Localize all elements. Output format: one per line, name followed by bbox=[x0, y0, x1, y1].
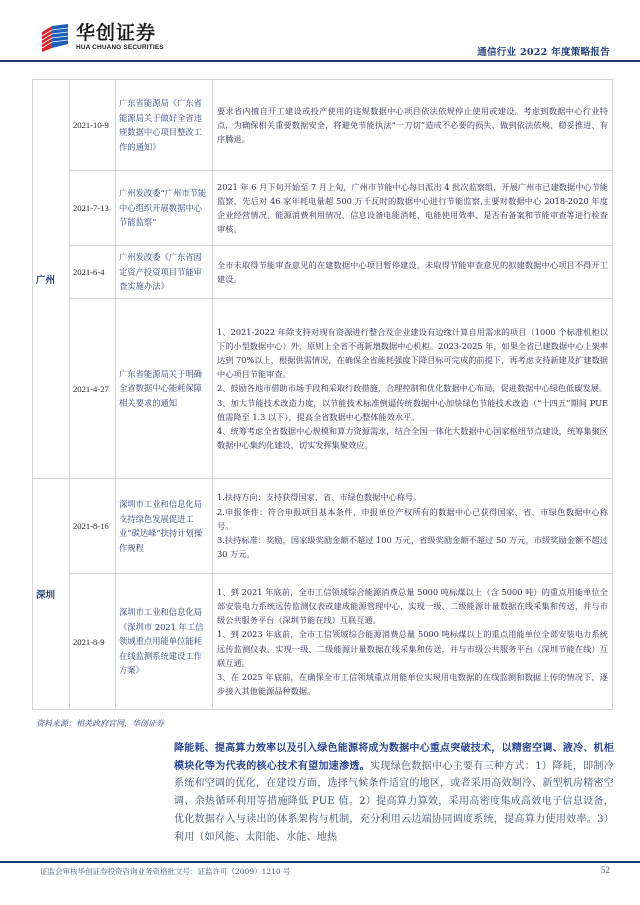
page-number: 52 bbox=[601, 865, 610, 875]
date-cell: 2021-4-27 bbox=[70, 299, 116, 479]
content-cell bbox=[213, 574, 613, 710]
report-title: 通信行业 2022 年度策略报告 bbox=[477, 47, 610, 58]
region-cell: 深圳 bbox=[33, 479, 70, 710]
source-cell: 深圳市工业和信息化局《深圳市 2021 年工信领域重点用能单位能耗在线监测系统建设工作方案》 bbox=[116, 574, 213, 710]
table-row bbox=[33, 246, 613, 299]
content-item: 3、在 2025 年底前，在确保全市工信领域重点用能单位实现用电数据的在线监测和数据上传的情况下，逐步接入其他能源品种数据。 bbox=[217, 671, 608, 697]
content-cell bbox=[213, 299, 613, 479]
date-cell: 2021-8-9 bbox=[70, 574, 116, 710]
source-cell: 广州发改委“广州市节能中心组织开展数据中心节能监察” bbox=[116, 171, 213, 246]
content-cell bbox=[213, 171, 613, 246]
table-row bbox=[33, 171, 613, 246]
date-cell: 2021-6-4 bbox=[70, 246, 116, 299]
content-item: 1、到 2023 年底前，全市工信领域综合能源消费总量 5000 吨标煤以上的重点用能单位全部安装电力系统远传监测仪表，实现一级、二级能源计量数据在线采集和传送，并与市级公共服务平台（深圳节能在线）互联互通。 bbox=[217, 629, 608, 668]
source-cell: 广州发改委《广东省固定资产投资项目节能审查实施办法》 bbox=[116, 246, 213, 299]
license-text: 证监会审核华创证券投资咨询业务资格批文号：证监许可（2009）1210 号 bbox=[40, 867, 291, 876]
table-row bbox=[33, 479, 613, 574]
content-item: 3.扶持标准：奖励，国家级奖励金额不超过 100 万元，省级奖励金额不超过 50 万元，市级奖励金额不超过 30 万元。 bbox=[217, 535, 608, 560]
date-cell: 2021-8-16 bbox=[70, 479, 116, 574]
content-item: 1、到 2021 年底前，全市工信领域综合能源消费总量 5000 吨标煤以上（含 5000 吨）的重点用能单位全部安装电力系统远传监测仪表或建成能源管理中心，实现一级、二级能源计量数据在线采集和传送，并与市级公共服务平台（深圳节能在线）互联互通。 bbox=[217, 586, 608, 626]
date-cell: 2021-10-9 bbox=[70, 80, 116, 171]
paragraph-text: 实现绿色数据中心主要有三种方式：1）降耗，即制冷系统和空调的优化，在建设方面，选择气候条件适宜的地区，或者采用高效制冷、新型机房精密空调、余热循环利用等措施降低 PUE 值。2）提高算力算效，采用高密度集成高效电子信息设备，优化数据存入与读出的体系架构与机制，充分利用云边端协同调度系统，提高算力使用效率。3）利用（如风能、太阳能、水能、地热 bbox=[174, 760, 614, 843]
content-cell bbox=[213, 80, 613, 171]
source-note: 资料来源：相关政府官网，华创证券 bbox=[36, 719, 164, 728]
content-cell bbox=[213, 246, 613, 299]
content-item: 要求省内擅自开工建设或投产使用的违规数据中心项目依法依规停止使用或建设。考虑到数据中心行业特点，为确保相关重要数据安全，将避免节能执法“一刀切”造成不必要的损失，做到依法依规、稳妥推进、有序腾退。 bbox=[217, 105, 608, 145]
table-row bbox=[33, 574, 613, 710]
region-cell: 广州 bbox=[33, 80, 70, 479]
content-item: 1、2021-2022 年除支持对现有资源进行整合及企业建设有边缘计算自用需求的项目（1000 个标准机柜以下的小型数据中心）外，原则上全省不再新增数据中心机柜。2023-2025 年，如果全省已建数据中心上架率达到 70%以上，根据供需情况，在确保全省能耗强度下降目标可完成的前提下，再考虑支持新建及扩建数据中心项目节能审查。 bbox=[217, 326, 608, 380]
body-paragraph bbox=[174, 740, 614, 846]
header-divider bbox=[0, 60, 640, 62]
logo-cube-icon bbox=[40, 22, 70, 52]
policy-table bbox=[32, 79, 613, 710]
date-cell: 2021-7-13 bbox=[70, 171, 116, 246]
table-row bbox=[33, 80, 613, 171]
content-cell bbox=[213, 479, 613, 574]
content-item: 1.扶持方向：支持获得国家、省、市绿色数据中心称号。 bbox=[217, 492, 422, 503]
content-item: 全市未取得节能审查意见的在建数据中心项目暂停建设，未取得节能审查意见的拟建数据中心项目不得开工建设。 bbox=[217, 259, 608, 284]
paragraph-lead: 降能耗、提高算力效率以及引入绿色能源将成为数据中心重点突破技术，以精密空调、液冷、机柜模块化等为代表的核心技术有望加速渗透。 bbox=[174, 743, 614, 772]
content-item: 2.申报条件：符合申报项目基本条件，申报单位产权所有的数据中心已获得国家、省、市绿色数据中心称号。 bbox=[217, 506, 608, 531]
source-cell: 深圳市工业和信息化局支持绿色发展促进工业“碳达峰”扶持计划操作规程 bbox=[116, 479, 213, 574]
content-item: 2、鼓励各地市借助市场手段和采取行政措施，合理控制和优化数据中心布局，促进数据中心绿色低碳发展。 bbox=[217, 383, 608, 394]
footer-divider bbox=[0, 861, 640, 863]
content-item: 3、加大节能技术改造力度，以节能技术标准倒逼传统数据中心加快绿色节能技术改造（“十四五”期间 PUE 值需降至 1.3 以下），提高全省数据中心整体能效水平。 bbox=[217, 397, 608, 422]
company-logo bbox=[40, 22, 164, 52]
page-header bbox=[0, 0, 640, 62]
source-cell: 广东省能源局关于明确全省数据中心能耗保障相关要求的通知 bbox=[116, 299, 213, 479]
logo-english-name: HUA CHUANG SECURITIES bbox=[76, 44, 164, 51]
logo-chinese-name: 华创证券 bbox=[76, 22, 157, 44]
content-item: 2021 年 6 月下旬开始至 7 月上旬，广州市节能中心每日派出 4 批次监察组，开展广州市已建数据中心节能监察，先后对 46 家年耗电量超 500 万千瓦时的数据中心进行节能监察,主要对数据中心 2018-2020 年度企业经营情况、能源消费利用情况、信息设备电能消耗、电能使用效率、是否有备案和节能审查等进行检查审核。 bbox=[217, 181, 608, 235]
content-item: 4、统筹考虑全省数据中心规模和算力资源需求，结合全国一体化大数据中心国家枢纽节点建设，统筹集聚区数据中心集约化建设，切实发挥集聚效应。 bbox=[217, 426, 608, 451]
source-cell: 广东省能源局《广东省能源局关于做好全省违规数据中心项目整改工作的通知》 bbox=[116, 80, 213, 171]
table-row bbox=[33, 299, 613, 479]
